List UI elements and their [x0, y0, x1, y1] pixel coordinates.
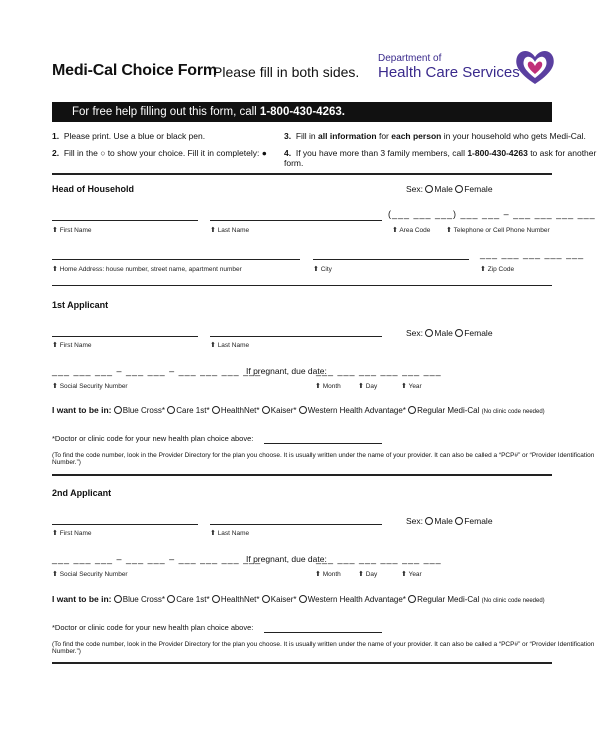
radio-circle-icon [299, 406, 307, 414]
up-arrow-icon: ⬆ [401, 383, 407, 390]
last-name-caption: ⬆ Last Name [210, 530, 250, 537]
male-radio[interactable]: Male [425, 328, 452, 338]
plan-option[interactable]: Blue Cross* [114, 406, 165, 415]
plan-choice-row: I want to be in: Blue Cross* Care 1st* HealthNet* Kaiser* Western Health Advantage* Regular Medi-Cal (No clinic code needed) [52, 594, 545, 604]
banner-phone: 1-800-430-4263. [259, 106, 345, 118]
radio-circle-icon [455, 329, 463, 337]
first-name-field[interactable] [52, 220, 198, 221]
instruction-4: 4. If you have more than 3 family members, call 1-800-430-4263 to ask for another form. [284, 148, 597, 168]
up-arrow-icon: ⬆ [480, 266, 486, 273]
radio-circle-icon [167, 595, 175, 603]
plan-option[interactable]: Regular Medi-Cal [408, 595, 479, 604]
doctor-code-field[interactable] [264, 632, 382, 633]
household-heading: Head of Household [52, 184, 135, 194]
due-date-field[interactable]: ___ ___ ___ ___ ___ ___ [316, 366, 442, 376]
month-caption: ⬆ Month [315, 571, 341, 578]
first-name-field[interactable] [52, 524, 198, 525]
plan-choice-row: I want to be in: Blue Cross* Care 1st* HealthNet* Kaiser* Western Health Advantage* Regular Medi-Cal (No clinic code needed) [52, 405, 545, 415]
up-arrow-icon: ⬆ [52, 227, 58, 234]
female-radio[interactable]: Female [455, 184, 492, 194]
up-arrow-icon: ⬆ [315, 571, 321, 578]
first-name-caption: ⬆ First Name [52, 342, 92, 349]
divider [52, 662, 552, 664]
up-arrow-icon: ⬆ [358, 383, 364, 390]
radio-circle-icon [408, 406, 416, 414]
up-arrow-icon: ⬆ [52, 266, 58, 273]
radio-circle-icon [114, 595, 122, 603]
up-arrow-icon: ⬆ [52, 530, 58, 537]
ssn-field[interactable]: ___ ___ ___ – ___ ___ – ___ ___ ___ ___ [52, 554, 262, 564]
last-name-caption: ⬆ Last Name [210, 227, 250, 234]
up-arrow-icon: ⬆ [446, 227, 452, 234]
due-date-field[interactable]: ___ ___ ___ ___ ___ ___ [316, 554, 442, 564]
applicant-2-sex: Sex: Male Female [406, 516, 493, 526]
ssn-field[interactable]: ___ ___ ___ – ___ ___ – ___ ___ ___ ___ [52, 366, 262, 376]
city-field[interactable] [313, 259, 469, 260]
city-caption: ⬆ City [313, 266, 332, 273]
up-arrow-icon: ⬆ [315, 383, 321, 390]
year-caption: ⬆ Year [401, 571, 422, 578]
last-name-field[interactable] [210, 336, 382, 337]
radio-circle-icon [455, 185, 463, 193]
code-note: (To find the code number, look in the Provider Directory for the plan you choose. It is usually written under the name of your provider. It can also be called a “PCP#” or “Provider Identification Number.”) [52, 641, 595, 655]
plan-option[interactable]: Regular Medi-Cal [408, 406, 479, 415]
pregnant-label: If pregnant, due date: [246, 366, 327, 376]
male-radio[interactable]: Male [425, 516, 452, 526]
applicant-1-sex: Sex: Male Female [406, 328, 493, 338]
radio-circle-icon [114, 406, 122, 414]
up-arrow-icon: ⬆ [392, 227, 398, 234]
radio-circle-icon [167, 406, 175, 414]
plan-option[interactable]: Kaiser* [262, 595, 297, 604]
zip-caption: ⬆ Zip Code [480, 266, 515, 273]
address-field[interactable] [52, 259, 300, 260]
form-subtitle: Please fill in both sides. [213, 64, 360, 80]
zip-field[interactable]: ___ ___ ___ ___ ___ [480, 249, 585, 259]
instruction-2: 2. Fill in the ○ to show your choice. Fill it in completely: ● [52, 148, 267, 158]
pregnant-label: If pregnant, due date: [246, 554, 327, 564]
last-name-caption: ⬆ Last Name [210, 342, 250, 349]
radio-circle-icon [262, 595, 270, 603]
dept-name: Health Care Services [378, 64, 520, 81]
male-radio[interactable]: Male [425, 184, 452, 194]
first-name-field[interactable] [52, 336, 198, 337]
day-caption: ⬆ Day [358, 383, 378, 390]
radio-circle-icon [212, 406, 220, 414]
plan-option[interactable]: Western Health Advantage* [299, 406, 406, 415]
first-name-caption: ⬆ First Name [52, 227, 92, 234]
area-code-caption: ⬆ Area Code [392, 227, 431, 234]
ssn-caption: ⬆ Social Security Number [52, 571, 128, 578]
plan-option[interactable]: Blue Cross* [114, 595, 165, 604]
instruction-3: 3. Fill in all information for each person in your household who gets Medi-Cal. [284, 131, 586, 141]
radio-circle-icon [212, 595, 220, 603]
female-radio[interactable]: Female [455, 516, 492, 526]
phone-caption: ⬆ Telephone or Cell Phone Number [446, 227, 550, 234]
plan-option[interactable]: Kaiser* [262, 406, 297, 415]
banner-text: For free help filling out this form, call [72, 106, 260, 118]
help-banner [52, 102, 552, 122]
up-arrow-icon: ⬆ [313, 266, 319, 273]
doctor-code-field[interactable] [264, 443, 382, 444]
divider [52, 173, 552, 175]
first-name-caption: ⬆ First Name [52, 530, 92, 537]
address-caption: ⬆ Home Address: house number, street name, apartment number [52, 266, 242, 273]
up-arrow-icon: ⬆ [52, 383, 58, 390]
last-name-field[interactable] [210, 220, 382, 221]
dept-label: Department of [378, 53, 442, 64]
divider [52, 474, 552, 476]
female-radio[interactable]: Female [455, 328, 492, 338]
up-arrow-icon: ⬆ [52, 571, 58, 578]
up-arrow-icon: ⬆ [52, 342, 58, 349]
instruction-1: 1. Please print. Use a blue or black pen. [52, 131, 206, 141]
radio-circle-icon [425, 185, 433, 193]
divider [52, 285, 552, 286]
month-caption: ⬆ Month [315, 383, 341, 390]
applicant-1-heading: 1st Applicant [52, 300, 109, 310]
plan-option[interactable]: Care 1st* [167, 595, 209, 604]
ssn-caption: ⬆ Social Security Number [52, 383, 128, 390]
phone-field[interactable]: (___ ___ ___) ___ ___ – ___ ___ ___ ___ [388, 209, 596, 219]
radio-circle-icon [262, 406, 270, 414]
up-arrow-icon: ⬆ [210, 530, 216, 537]
radio-circle-icon [425, 329, 433, 337]
last-name-field[interactable] [210, 524, 382, 525]
day-caption: ⬆ Day [358, 571, 378, 578]
radio-circle-icon [299, 595, 307, 603]
up-arrow-icon: ⬆ [358, 571, 364, 578]
up-arrow-icon: ⬆ [210, 227, 216, 234]
plan-option[interactable]: HealthNet* [212, 406, 260, 415]
radio-circle-icon [455, 517, 463, 525]
up-arrow-icon: ⬆ [401, 571, 407, 578]
up-arrow-icon: ⬆ [210, 342, 216, 349]
plan-option[interactable]: Western Health Advantage* [299, 595, 406, 604]
doctor-code-label: *Doctor or clinic code for your new health plan choice above: [52, 623, 254, 632]
radio-circle-icon [408, 595, 416, 603]
year-caption: ⬆ Year [401, 383, 422, 390]
code-note: (To find the code number, look in the Provider Directory for the plan you choose. It is usually written under the name of your provider. It can also be called a “PCP#” or “Provider Identification Number.”) [52, 452, 595, 466]
doctor-code-label: *Doctor or clinic code for your new health plan choice above: [52, 434, 254, 443]
radio-circle-icon [425, 517, 433, 525]
plan-option[interactable]: Care 1st* [167, 406, 209, 415]
household-sex: Sex: Male Female [406, 184, 493, 194]
applicant-2-heading: 2nd Applicant [52, 488, 112, 498]
heart-hands-icon [514, 48, 556, 86]
plan-option[interactable]: HealthNet* [212, 595, 260, 604]
form-title: Medi-Cal Choice Form [52, 62, 217, 79]
